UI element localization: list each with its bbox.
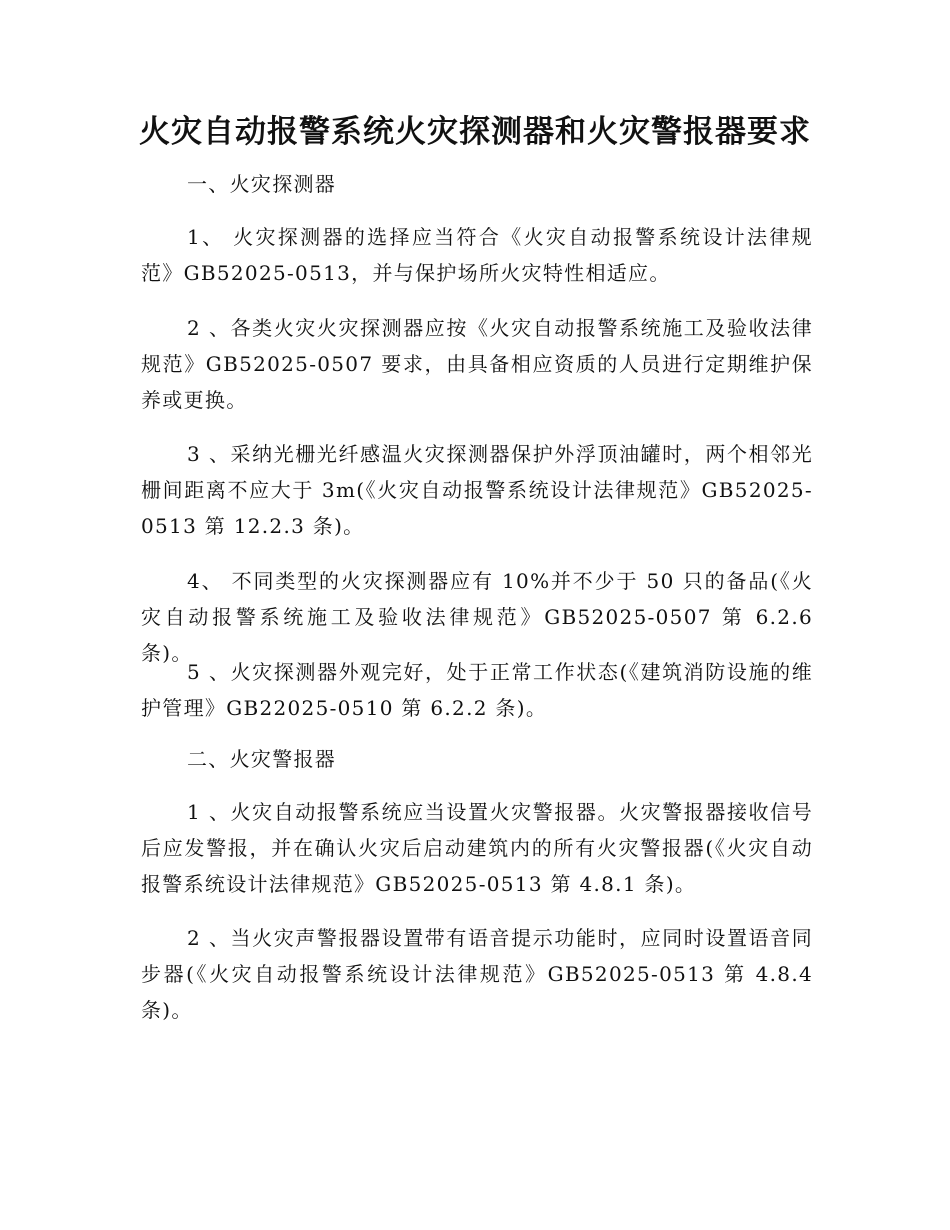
document-title: 火灾自动报警系统火灾探测器和火灾警报器要求 [139,114,811,150]
detector-requirement-1: 1、 火灾探测器的选择应当符合《火灾自动报警系统设计法律规范》GB52025-0513，并与保护场所火灾特性相适应。 [141,225,813,285]
detector-requirement-2: 2 、各类火灾火灾探测器应按《火灾自动报警系统施工及验收法律规范》GB52025-0507 要求，由具备相应资质的人员进行定期维护保养或更换。 [141,316,813,412]
detector-requirement-4: 4、 不同类型的火灾探测器应有 10%并不少于 50 只的备品(《火灾自动报警系统施工及验收法律规范》GB52025-0507 第 6.2.6 条)。 [141,569,813,665]
detector-requirement-5: 5 、火灾探测器外观完好，处于正常工作状态(《建筑消防设施的维护管理》GB22025-0510 第 6.2.2 条)。 [141,660,813,720]
detector-requirement-3: 3 、采纳光栅光纤感温火灾探测器保护外浮顶油罐时，两个相邻光栅间距离不应大于 3m(《火灾自动报警系统设计法律规范》GB52025-0513 第 12.2.3 条)。 [141,442,813,538]
alarm-requirement-1: 1 、火灾自动报警系统应当设置火灾警报器。火灾警报器接收信号后应发警报，并在确认火灾后启动建筑内的所有火灾警报器(《火灾自动报警系统设计法律规范》GB52025-0513 第 4.8.1 条)。 [141,800,813,896]
section-heading-detectors: 一、火灾探测器 [187,172,337,196]
section-heading-alarms: 二、火灾警报器 [187,747,337,771]
alarm-requirement-2: 2 、当火灾声警报器设置带有语音提示功能时，应同时设置语音同步器(《火灾自动报警系统设计法律规范》GB52025-0513 第 4.8.4 条)。 [141,926,813,1022]
